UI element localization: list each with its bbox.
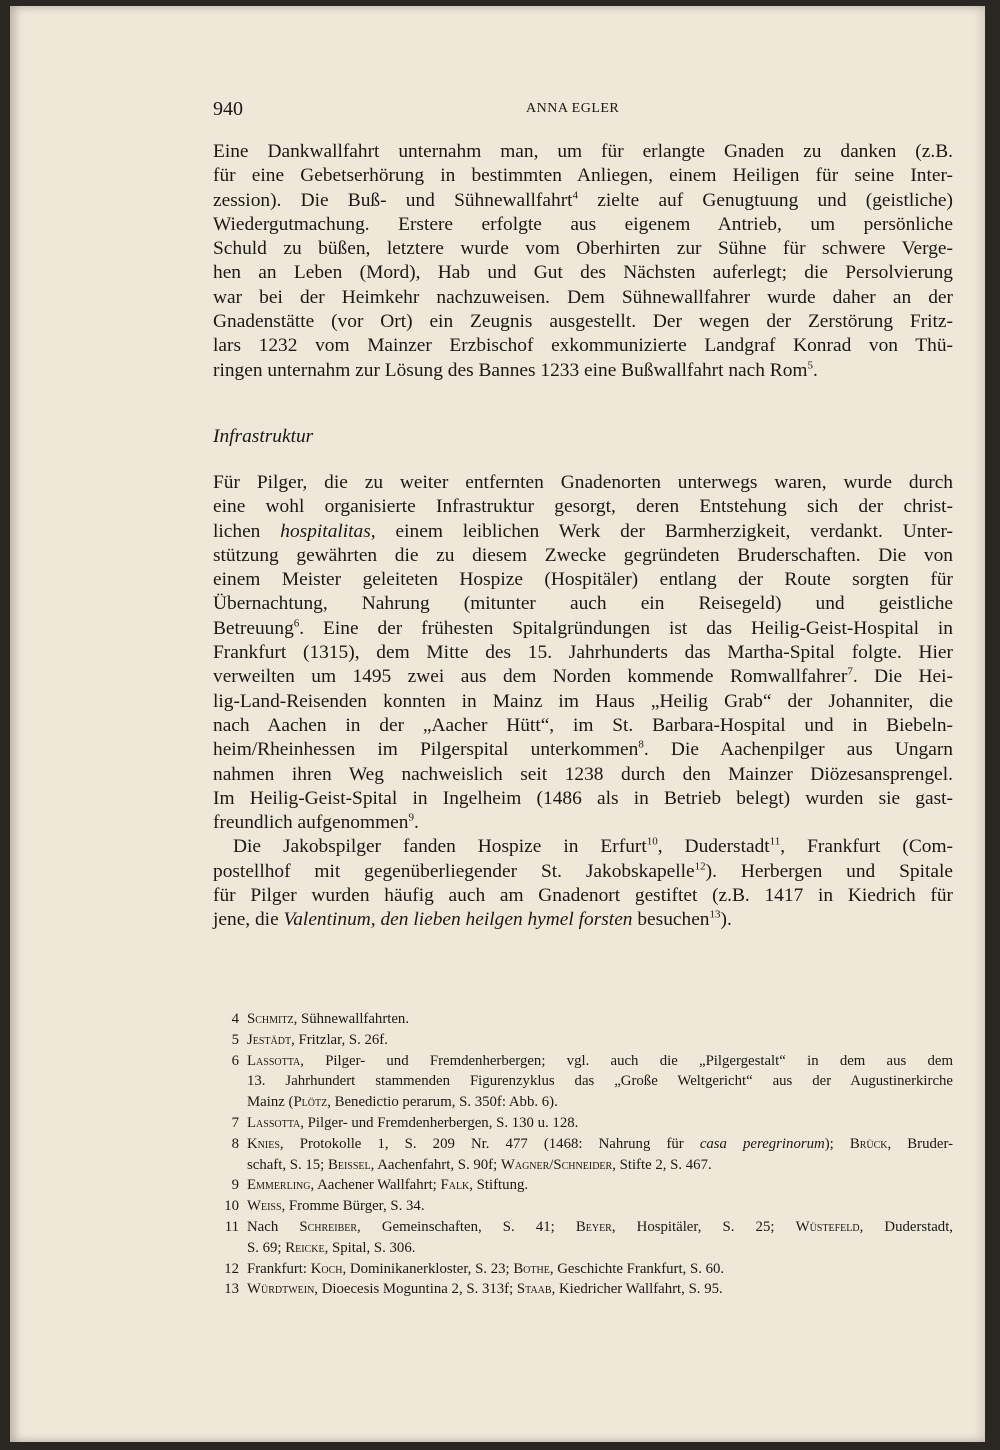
footnote-line	[247, 1051, 953, 1072]
text-line: Wiedergutmachung. Erstere erfolgte aus eigenem Antrieb, um persönliche	[213, 213, 953, 235]
text-line: Eine Dankwallfahrt unternahm man, um für erlangte Gnaden zu danken (z.B.	[213, 141, 953, 162]
footnote-number: 10	[224, 1198, 239, 1215]
text-line: war bei der Heimkehr nachzuweisen. Dem Sühnewallfahrer wurde daher an der	[213, 286, 953, 308]
text-run: .	[813, 359, 818, 381]
text-line	[213, 617, 953, 641]
text-line	[213, 665, 953, 689]
footnote-line	[247, 1238, 953, 1259]
text-run: .	[413, 812, 419, 834]
text-line: Übernachtung, Nahrung (mitunter auch ein Reisegeld) und geistliche	[213, 593, 953, 615]
author-name: Schmitz	[247, 1011, 294, 1027]
italic-term: hospitalitas,	[280, 520, 376, 542]
text-line: für eine Gebetserhörung in bestimmten Anliegen, einem Heiligen für seine Inter-	[213, 165, 953, 187]
footnote-line	[247, 1092, 953, 1113]
text-line: Für Pilger, die zu weiter entfernten Gnadenorten unterwegs waren, wurde durch	[213, 471, 953, 493]
text-line	[213, 738, 953, 762]
text-run: , Benedictio perarum, S. 350f: Abb. 6).	[327, 1094, 558, 1111]
footnote-ref[interactable]: 4	[572, 189, 579, 202]
text-run: zession). Die Buß- und Sühnewallfahrt	[213, 189, 573, 211]
footnote-number: 7	[231, 1114, 239, 1131]
author-name: Koch	[310, 1260, 343, 1277]
text-run: , Aachenfahrt, S. 90f;	[370, 1156, 498, 1173]
author-name: Wüstefeld	[795, 1218, 860, 1235]
author-name: Plötz	[293, 1094, 328, 1111]
text-line	[213, 520, 953, 544]
text-run: Mainz (	[247, 1094, 294, 1111]
text-run: , Spital, S. 306.	[324, 1239, 416, 1256]
text-run: , Frankfurt (Com-	[780, 836, 953, 858]
text-line	[213, 359, 953, 383]
text-run: heim/Rheinhessen im Pilgerspital unterkommen	[213, 739, 639, 761]
footnote-line	[247, 1155, 953, 1176]
text-run: , Aachener Wallfahrt;	[310, 1177, 437, 1194]
text-run: . Eine der frühesten Spitalgründungen ist das Heilig-Geist-Hospital in	[299, 617, 953, 639]
paragraph-pilgrimage-types	[213, 140, 953, 383]
text-line	[213, 835, 953, 859]
author-name: Emmerling	[247, 1177, 311, 1194]
book-page	[10, 6, 985, 1442]
text-run: zielte auf Genugtuung und (geistliche)	[597, 189, 953, 211]
footnote-10	[213, 1196, 953, 1217]
text-run: , Stiftung.	[469, 1177, 529, 1194]
footnote-number: 12	[224, 1260, 239, 1277]
footnote-number: 6	[231, 1052, 239, 1069]
footnote-line	[247, 1009, 953, 1030]
text-line	[213, 189, 953, 213]
text-run: Frankfurt:	[247, 1260, 307, 1277]
footnote-number: 4	[231, 1011, 239, 1027]
text-run: , Fromme Bürger, S. 34.	[281, 1198, 425, 1215]
author-name: Falk	[440, 1177, 470, 1194]
text-line: stützung gewährten die zu diesem Zwecke gegründeten Bruderschaften. Die von	[213, 544, 953, 566]
paragraph-jakobspilger	[213, 835, 953, 932]
footnote-ref[interactable]: 5	[807, 359, 814, 372]
author-name: Reicke	[285, 1239, 325, 1256]
text-run: Betreuung	[213, 617, 294, 639]
footnote-line: 13. Jahrhundert stammenden Figurenzyklus das „Große Weltgericht“ aus der Augustinerkirche	[247, 1073, 953, 1090]
text-run: , Duderstadt,	[859, 1218, 954, 1235]
author-name: Staab	[516, 1281, 552, 1298]
footnote-number: 11	[224, 1218, 239, 1235]
text-run: ).	[720, 909, 732, 931]
author-name: Wagner/Schneider	[500, 1156, 613, 1173]
running-head: ANNA EGLER	[526, 101, 620, 116]
footnote-9	[213, 1175, 953, 1196]
text-run: ). Herbergen und Spitale	[705, 860, 953, 882]
footnote-ref[interactable]: 6	[293, 617, 300, 630]
author-name: Knies	[247, 1135, 280, 1152]
text-line: nach Aachen in der „Aacher Hütt“, im St. Barbara-Hospital und in Biebeln-	[213, 714, 953, 736]
footnote-ref[interactable]: 8	[638, 738, 644, 751]
text-run: , Dominikanerkloster, S. 23;	[342, 1260, 510, 1277]
text-line: Im Heilig-Geist-Spital in Ingelheim (1486 als in Betrieb belegt) wurden sie gast-	[213, 787, 953, 809]
main-text	[213, 140, 953, 933]
text-line: Schuld zu büßen, letztere wurde vom Oberhirten zur Sühne für schwere Verge-	[213, 238, 953, 260]
text-line: Gnadenstätte (vor Ort) ein Zeugnis ausgestellt. Der wegen der Zerstörung Fritz-	[213, 311, 953, 333]
text-run: einem leiblichen Werk der Barmherzigkeit, verdankt. Unter-	[395, 520, 953, 542]
italic-quote: Valentinum, den lieben heilgen hymel forsten	[283, 909, 633, 931]
text-run: verweilten um 1495 zwei aus dem Norden kommende Romwallfahrer	[213, 666, 848, 688]
text-line: einem Meister geleiteten Hospize (Hospitäler) entlang der Route sorgten für	[213, 569, 953, 591]
text-run: , Hospitäler, S. 25;	[611, 1218, 775, 1235]
paragraph-infrastructure	[213, 471, 953, 835]
footnote-7	[213, 1113, 953, 1134]
text-run: , Bruder-	[887, 1135, 954, 1152]
text-line	[213, 860, 953, 884]
text-run: schaft, S. 15;	[247, 1156, 325, 1173]
text-run: , Pilger- und Fremdenherbergen; vgl. auch die „Pilgergestalt“ in dem aus dem	[300, 1052, 953, 1069]
text-run: . Die Hei-	[852, 666, 953, 688]
text-run: lichen	[213, 520, 261, 542]
footnote-number: 8	[231, 1135, 239, 1152]
author-name: Lassotta	[247, 1114, 301, 1131]
footnote-number: 13	[224, 1281, 239, 1298]
text-run: , Protokolle 1, S. 209 Nr. 477 (1468: Nahrung für	[279, 1135, 684, 1152]
text-run: . Die Aachenpilger aus Ungarn	[643, 739, 953, 761]
text-line	[213, 908, 953, 932]
text-run: besuchen	[637, 909, 710, 931]
text-run: );	[824, 1135, 834, 1152]
text-run: ringen unternahm zur Lösung des Bannes 1233 eine Bußwallfahrt nach Rom	[213, 359, 808, 381]
text-run: , Pilger- und Fremdenherbergen, S. 130 u. 128.	[300, 1114, 579, 1131]
text-run: postellhof mit gegenüberliegender St. Jakobskapelle	[213, 860, 695, 882]
text-line	[213, 811, 953, 835]
text-run: jene, die	[213, 909, 279, 931]
footnote-ref[interactable]: 13	[709, 908, 721, 921]
text-run: , Geschichte Frankfurt, S. 60.	[549, 1260, 725, 1277]
author-name: Lassotta	[247, 1052, 301, 1069]
author-name: Würdtwein	[247, 1281, 315, 1298]
footnote-line	[247, 1134, 953, 1155]
text-line: für Pilger wurden häufig auch am Gnadenort gestiftet (z.B. 1417 in Kiedrich für	[213, 885, 953, 907]
footnote-line	[247, 1196, 953, 1217]
footnote-number: 9	[231, 1177, 239, 1194]
page-number: 940	[213, 98, 243, 120]
footnote-line	[247, 1217, 953, 1238]
text-run: Die Jakobspilger fanden Hospize in Erfurt	[233, 836, 647, 858]
footnote-line	[247, 1279, 953, 1300]
author-name: Bothe	[513, 1260, 550, 1277]
text-line: lig-Land-Reisenden konnten in Mainz im Haus „Heilig Grab“ der Johanniter, die	[213, 690, 953, 712]
footnote-line	[247, 1030, 953, 1051]
text-run: Nach	[247, 1218, 279, 1235]
author-name: Brück	[849, 1135, 888, 1152]
footnote-12	[213, 1259, 953, 1280]
text-run: , Duderstadt	[657, 836, 770, 858]
footnote-line	[247, 1259, 953, 1280]
text-line: eine wohl organisierte Infrastruktur gesorgt, deren Entstehung sich der christ-	[213, 496, 953, 518]
author-name: Beissel	[327, 1156, 371, 1173]
text-line: nahmen ihren Weg nachweislich seit 1238 durch den Mainzer Diözesansprengel.	[213, 763, 953, 785]
italic-term: casa peregrinorum	[699, 1135, 825, 1152]
text-run: , Gemeinschaften, S. 41;	[357, 1218, 555, 1235]
text-line: hen an Leben (Mord), Hab und Gut des Nächsten auferlegt; die Persolvierung	[213, 262, 953, 284]
footnote-13	[213, 1279, 953, 1300]
footnote-ref[interactable]: 9	[408, 811, 414, 824]
author-name: Jestädt	[247, 1031, 292, 1048]
text-line: Frankfurt (1315), dem Mitte des 15. Jahrhunderts das Martha-Spital folgte. Hier	[213, 642, 953, 664]
author-name: Schreiber	[299, 1218, 358, 1235]
footnote-line	[247, 1113, 953, 1134]
text-run: , Sühnewallfahrten.	[293, 1011, 410, 1027]
text-run: , Fritzlar, S. 26f.	[291, 1031, 388, 1048]
footnotes	[213, 1009, 953, 1300]
footnote-6	[213, 1051, 953, 1113]
footnote-line	[247, 1175, 953, 1196]
footnote-8	[213, 1134, 953, 1176]
footnote-ref[interactable]: 7	[847, 665, 853, 678]
author-name: Weiss	[247, 1198, 282, 1215]
section-heading: Infrastruktur	[213, 425, 314, 447]
footnote-5	[213, 1030, 953, 1051]
text-run: , Stifte 2, S. 467.	[612, 1156, 712, 1173]
text-line: lars 1232 vom Mainzer Erzbischof exkommunizierte Landgraf Konrad von Thü-	[213, 335, 953, 357]
footnote-4	[213, 1009, 953, 1030]
text-run: , Dioecesis Moguntina 2, S. 313f;	[314, 1281, 514, 1298]
footnote-number: 5	[231, 1031, 239, 1048]
footnote-ref[interactable]: 11	[769, 835, 781, 848]
footnote-ref[interactable]: 10	[646, 835, 658, 848]
footnote-11	[213, 1217, 953, 1259]
page-header	[213, 98, 953, 124]
author-name: Beyer	[575, 1218, 612, 1235]
text-run: freundlich aufgenommen	[213, 812, 409, 834]
footnote-ref[interactable]: 12	[694, 860, 706, 873]
text-run: , Kiedricher Wallfahrt, S. 95.	[551, 1281, 723, 1298]
text-run: S. 69;	[247, 1239, 282, 1256]
